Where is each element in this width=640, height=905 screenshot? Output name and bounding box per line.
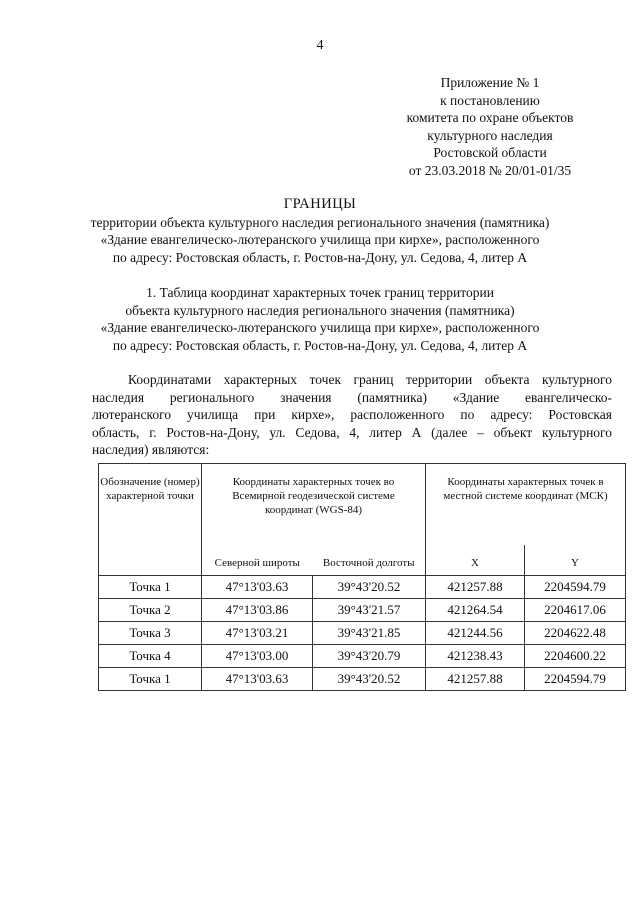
table-header-row — [99, 464, 626, 546]
table-title — [60, 284, 580, 354]
cell-y: 2204594.79 — [525, 668, 626, 691]
cell-east: 39°43'20.52 — [313, 576, 426, 599]
header-wgs: Координаты характерных точек во Всемирной геодезической системе координат (WGS-84) — [202, 464, 426, 546]
cell-x: 421264.54 — [426, 599, 525, 622]
paragraph-line: лютеранского училища при кирхе», расположенного по адресу: Ростовская — [92, 407, 612, 422]
coordinates-table — [98, 463, 626, 691]
cell-point: Точка 1 — [99, 668, 202, 691]
table-title-line: «Здание евангелическо-лютеранского училища при кирхе», расположенного — [100, 320, 540, 335]
paragraph-line: область, г. Ростов-на-Дону, ул. Седова, 4, литер А (далее – объект культурного — [92, 424, 612, 440]
cell-east: 39°43'20.79 — [313, 645, 426, 668]
heading-title: ГРАНИЦЫ — [283, 196, 357, 212]
appendix-line: культурного наследия — [427, 127, 553, 143]
cell-x: 421244.56 — [426, 622, 525, 645]
cell-x: 421238.43 — [426, 645, 525, 668]
cell-y: 2204617.06 — [525, 599, 626, 622]
appendix-line: Приложение № 1 — [440, 75, 540, 90]
header-north: Северной широты — [202, 545, 313, 576]
header-x: X — [426, 545, 525, 576]
cell-x: 421257.88 — [426, 668, 525, 691]
appendix-line: Ростовской области — [433, 145, 547, 160]
cell-point: Точка 4 — [99, 645, 202, 668]
cell-north: 47°13'03.86 — [202, 599, 313, 622]
table-row — [99, 645, 626, 668]
cell-north: 47°13'03.63 — [202, 668, 313, 691]
cell-point: Точка 3 — [99, 622, 202, 645]
header-east: Восточной долготы — [313, 545, 426, 576]
header-point: Обозначение (номер) характерной точки — [99, 464, 202, 576]
table-row — [99, 668, 626, 691]
cell-point: Точка 2 — [99, 599, 202, 622]
cell-y: 2204600.22 — [525, 645, 626, 668]
appendix-line: комитета по охране объектов — [406, 110, 574, 125]
table-title-line: по адресу: Ростовская область, г. Ростов-на-Дону, ул. Седова, 4, литер А — [112, 337, 528, 353]
table-row — [99, 622, 626, 645]
paragraph-line: Координатами характерных точек границ территории объекта культурного — [128, 372, 612, 387]
paragraph-line: наследия регионального значения (памятника) «Здание евангелическо- — [92, 389, 612, 405]
table-row — [99, 599, 626, 622]
cell-east: 39°43'20.52 — [313, 668, 426, 691]
appendix-block — [380, 74, 600, 179]
page-number: 4 — [316, 38, 324, 53]
cell-north: 47°13'03.63 — [202, 576, 313, 599]
table-title-line: объекта культурного наследия регионального значения (памятника) — [125, 302, 515, 318]
cell-y: 2204622.48 — [525, 622, 626, 645]
cell-x: 421257.88 — [426, 576, 525, 599]
body-paragraph — [92, 371, 612, 459]
table-row — [99, 576, 626, 599]
appendix-line: к постановлению — [440, 92, 540, 108]
appendix-line: от 23.03.2018 № 20/01-01/35 — [408, 162, 572, 178]
heading-line: «Здание евангелическо-лютеранского училища при кирхе», расположенного — [100, 232, 540, 247]
document-heading — [60, 196, 580, 266]
heading-line: по адресу: Ростовская область, г. Ростов-на-Дону, ул. Седова, 4, литер А — [112, 249, 528, 265]
cell-point: Точка 1 — [99, 576, 202, 599]
header-y: Y — [525, 545, 626, 576]
table-title-line: 1. Таблица координат характерных точек границ территории — [146, 285, 494, 300]
cell-y: 2204594.79 — [525, 576, 626, 599]
heading-line: территории объекта культурного наследия регионального значения (памятника) — [90, 214, 550, 230]
cell-north: 47°13'03.00 — [202, 645, 313, 668]
cell-east: 39°43'21.85 — [313, 622, 426, 645]
cell-east: 39°43'21.57 — [313, 599, 426, 622]
header-msk: Координаты характерных точек в местной системе координат (МСК) — [426, 464, 626, 546]
paragraph-line: наследия) являются: — [92, 442, 210, 457]
cell-north: 47°13'03.21 — [202, 622, 313, 645]
